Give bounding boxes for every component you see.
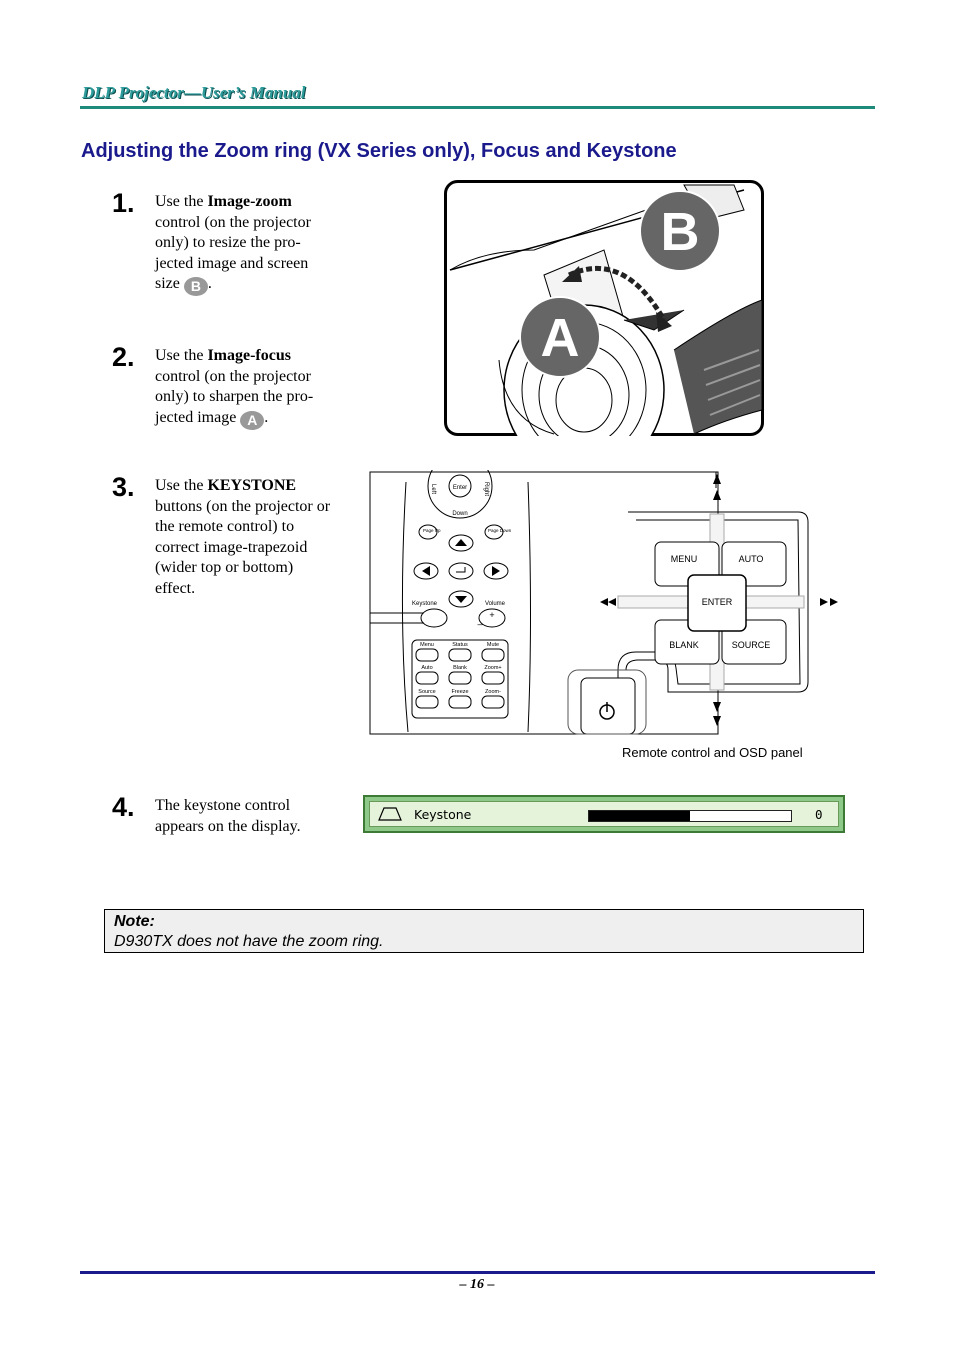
remote-osd-figure [368,470,844,736]
remote-button [482,696,504,708]
osd-keystone-value: 0 [815,807,823,822]
page-number: – 16 – [459,1277,495,1292]
remote-button-label: Zoom+ [484,665,502,671]
osd-keystone-bar [363,795,845,833]
step-1-text [155,192,335,296]
remote-button-label: Freeze [451,689,469,695]
remote-button-label: Zoom- [485,689,501,695]
step-3-number: 3. [112,472,135,502]
step-1-pre: Use the [155,193,208,210]
step-4-number: 4. [112,792,135,822]
osd-inner [369,801,839,827]
step-2-end: . [264,408,269,426]
remote-page-down: Page Down [488,528,512,533]
osd-auto: AUTO [738,554,764,564]
remote-enter: Enter [452,485,468,491]
remote-button [449,672,471,684]
osd-keystone-label: Keystone [414,807,472,822]
note-text: D930TX does not have the zoom ring. [114,933,384,950]
remote-button [416,672,438,684]
label-b: B [660,202,700,262]
svg-text:–: – [477,619,483,629]
remote-button [416,649,438,661]
osd-blank: BLANK [669,640,699,650]
remote-button-label: Source [418,689,436,695]
header-title: DLP Projector—User’s Manual [82,83,306,102]
step-2-bold: Image-focus [207,347,291,364]
figure-caption: Remote control and OSD panel [622,745,803,760]
step-2-text [155,346,335,430]
step-2-pre: Use the [155,347,208,364]
osd-level-fill [589,811,690,821]
remote-button [482,649,504,661]
remote-button [449,696,471,708]
remote-button-label: Status [452,642,468,648]
badge-a-icon: A [240,411,264,430]
remote-down: Down [452,511,468,517]
step-1-end: . [207,275,212,292]
section-title: Adjusting the Zoom ring (VX Series only), Focus and Keystone [81,140,677,162]
remote-page-up: Page Up [423,528,441,533]
footer-rule [80,1271,875,1274]
badge-b-icon: B [184,277,208,296]
remote-button-label: Mute [486,642,500,648]
step-3-rest: buttons (on the projector or the remote control) to correct image-trapezoid (wider top or bottom) effect. [155,497,331,597]
step-2-rest: control (on the projector only) to sharpen the pro-jected image [155,367,314,426]
step-3-pre: Use the [155,477,208,494]
osd-level-track [588,810,792,822]
step-1-rest: control (on the projector only) to resize the pro-jected image and screen size [155,213,311,292]
step-3-text [155,476,335,599]
remote-right: Right [483,482,489,497]
osd-enter: ENTER [701,597,733,607]
svg-text:+: + [489,610,495,620]
trapezoid-icon [378,806,402,822]
step-3-bold: KEYSTONE [207,477,297,494]
osd-source: SOURCE [731,640,771,650]
remote-button [416,696,438,708]
step-4-text: The keystone control appears on the display. [155,797,301,835]
remote-button [449,649,471,661]
remote-button-label: Blank [453,665,467,671]
step-1-number: 1. [112,188,135,218]
step-1-bold: Image-zoom [207,193,292,210]
remote-left: Left [430,484,436,495]
remote-button [482,672,504,684]
note-title: Note: [114,913,155,930]
remote-button-label: Menu [420,642,434,648]
remote-button-label: Auto [421,665,433,671]
header-rule [80,106,875,109]
label-a: A [540,308,580,368]
note-box [104,909,864,953]
step-2-number: 2. [112,342,135,372]
remote-keystone-label: Keystone [412,601,438,607]
osd-menu: MENU [670,554,698,564]
remote-volume-label: Volume [485,601,506,607]
projector-lens-figure [444,180,764,436]
